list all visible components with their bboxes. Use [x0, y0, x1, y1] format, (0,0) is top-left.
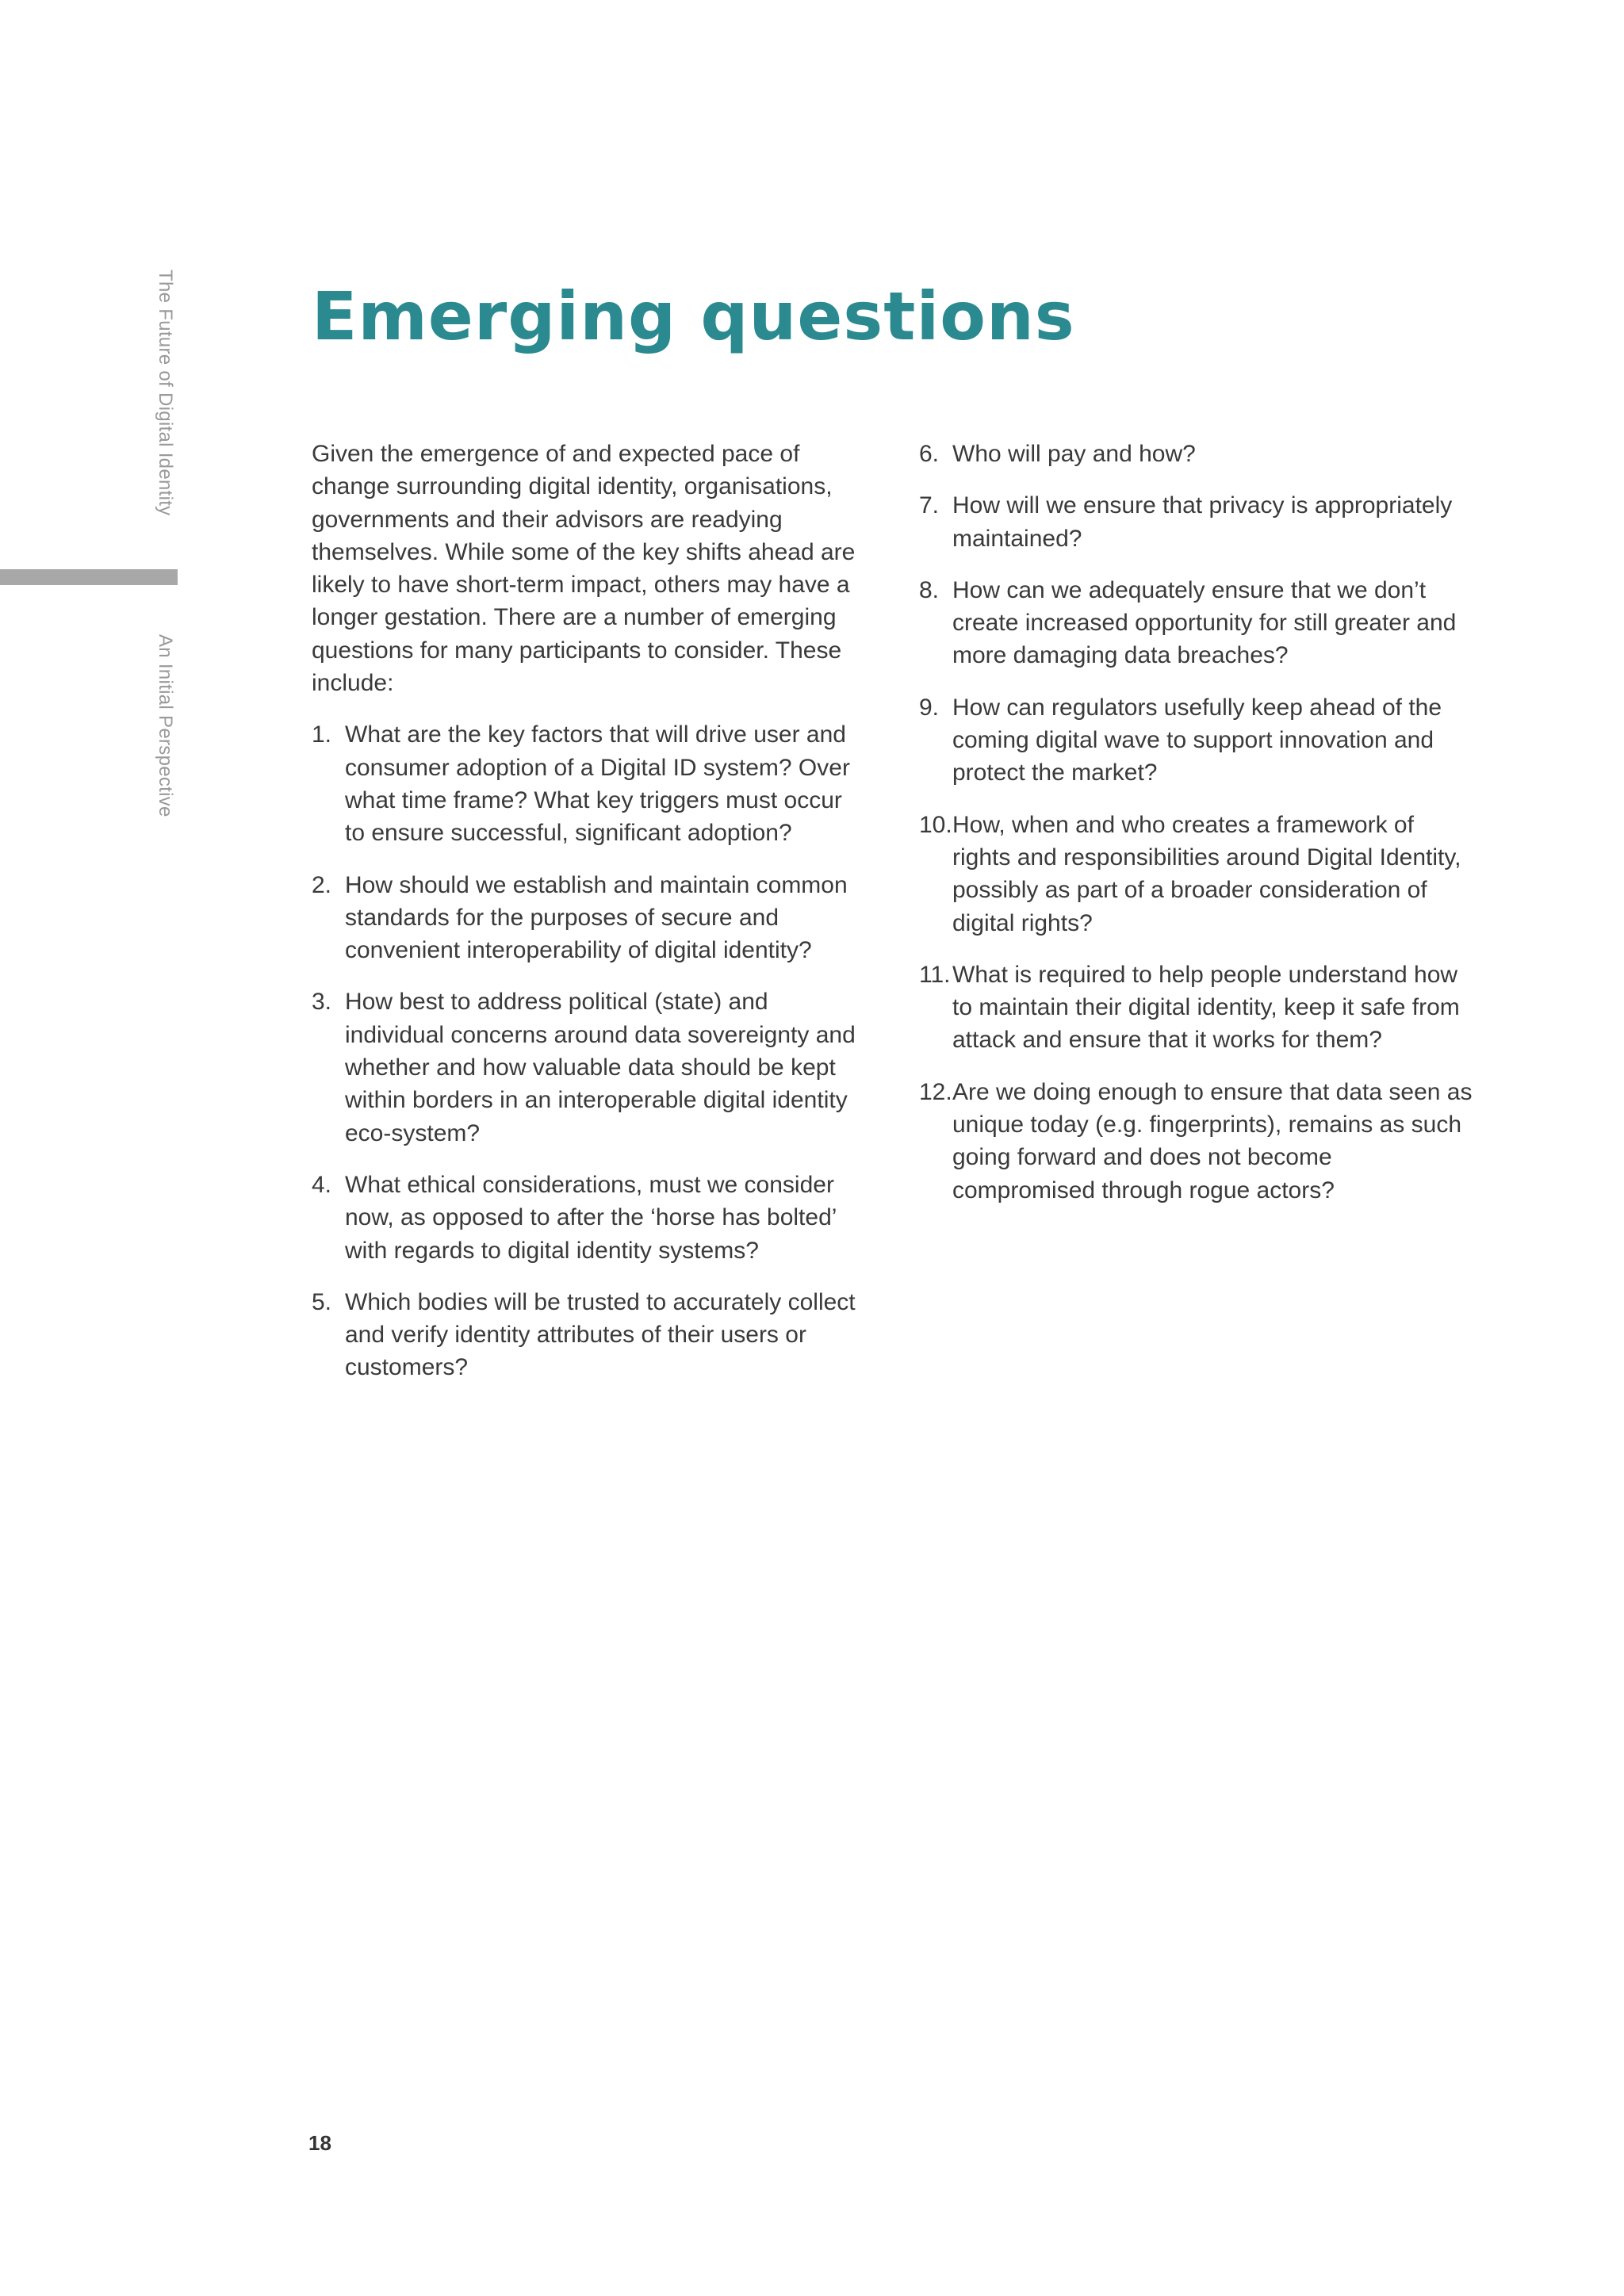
list-text: How best to address political (state) and individual concerns around data sovereignty and whether and how valuable data should be kept within borders in an interoperable digital identity eco-system?	[345, 989, 856, 1146]
right-column	[919, 438, 1474, 1226]
list-number: 8.	[919, 576, 940, 603]
running-header-subtitle: An Initial Perspective	[155, 634, 176, 817]
list-item	[919, 959, 1474, 1057]
list-text: How will we ensure that privacy is appropriately maintained?	[952, 492, 1453, 552]
running-header-title: The Future of Digital Identity	[155, 270, 176, 516]
list-number: 4.	[312, 1171, 332, 1198]
list-text: How should we establish and maintain common standards for the purposes of secure and convenient interoperability of digital identity?	[345, 871, 848, 964]
list-text: What ethical considerations, must we consider now, as opposed to after the ‘horse has bolted’ with regards to digital identity systems?	[345, 1171, 837, 1264]
list-item	[919, 574, 1474, 672]
list-number: 7.	[919, 492, 940, 519]
question-list-left	[312, 718, 867, 1383]
list-text: How, when and who creates a framework of rights and responsibilities around Digital Identity, possibly as part of a broader consideration of digital rights?	[952, 811, 1461, 936]
intro-paragraph: Given the emergence of and expected pace of change surrounding digital identity, organisations, governments and their advisors are readying themselves. While some of the key shifts ahead are likely to have short-term impact, others may have a longer gestation. There are a number of emerging questions for many participants to consider. These include:	[312, 441, 856, 697]
list-text: How can regulators usefully keep ahead of the coming digital wave to support innovation and protect the market?	[952, 694, 1442, 786]
list-item	[312, 985, 867, 1149]
question-list-right	[919, 438, 1474, 1207]
list-text: How can we adequately ensure that we don’t create increased opportunity for still greater and more damaging data breaches?	[952, 576, 1457, 669]
list-item	[312, 1169, 867, 1267]
sidebar-divider	[0, 569, 178, 585]
list-number: 1.	[312, 721, 332, 748]
list-number: 10.	[919, 811, 952, 838]
page-number: 18	[308, 2131, 331, 2155]
list-item	[919, 1076, 1474, 1207]
list-item	[312, 1286, 867, 1384]
list-number: 6.	[919, 441, 940, 467]
list-number: 5.	[312, 1288, 332, 1315]
left-column	[312, 438, 867, 1403]
list-text: What is required to help people understand how to maintain their digital identity, keep it safe from attack and ensure that it works for them?	[952, 961, 1460, 1054]
list-number: 3.	[312, 989, 332, 1016]
list-item	[312, 869, 867, 967]
page-title: Emerging questions	[312, 277, 1075, 355]
list-item	[919, 438, 1474, 470]
list-text: Who will pay and how?	[952, 441, 1196, 467]
list-item	[919, 809, 1474, 939]
list-number: 11.	[919, 961, 951, 988]
list-number: 2.	[312, 871, 332, 898]
list-text: Which bodies will be trusted to accurately collect and verify identity attributes of their users or customers?	[345, 1288, 856, 1381]
list-text: Are we doing enough to ensure that data seen as unique today (e.g. fingerprints), remains as such going forward and does not become compromised through rogue actors?	[952, 1078, 1473, 1203]
list-number: 9.	[919, 694, 940, 721]
list-number: 12.	[919, 1078, 952, 1105]
list-text: What are the key factors that will drive user and consumer adoption of a Digital ID system? Over what time frame? What key triggers must occur to ensure successful, significant adoption?	[345, 721, 850, 847]
list-item	[312, 718, 867, 849]
list-item	[919, 489, 1474, 555]
list-item	[919, 691, 1474, 790]
